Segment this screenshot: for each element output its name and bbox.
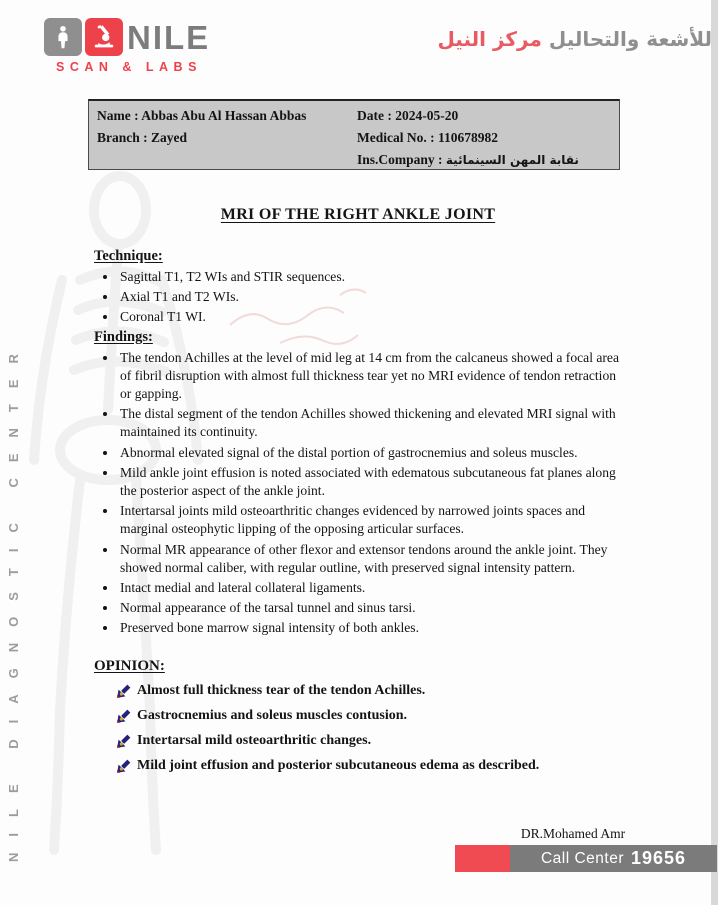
- ins-company-label: Ins.Company :: [357, 152, 443, 167]
- opinion-item: [116, 731, 628, 755]
- finding-item: • Abnormal elevated signal of the distal portion of gastrocnemius and soleus muscles.: [118, 444, 628, 462]
- finding-item: • Preserved bone marrow signal intensity of both ankles.: [118, 619, 628, 637]
- arrow-bullet-icon: [116, 709, 131, 730]
- findings-list: [88, 349, 628, 638]
- call-bar-gray-block: [510, 845, 717, 872]
- call-center-number: 19656: [630, 848, 687, 868]
- ins-company-row: [357, 149, 611, 171]
- technique-heading: Technique:: [94, 248, 163, 264]
- date-label: Date :: [357, 108, 392, 123]
- finding-item: • The distal segment of the tendon Achilles showed thickening and elevated MRI signal with maintained its continuity.: [118, 405, 628, 441]
- report-body: [88, 198, 628, 781]
- technique-item: • Sagittal T1, T2 WIs and STIR sequences.: [118, 268, 628, 286]
- opinion-list: [88, 681, 628, 780]
- finding-item: • Normal appearance of the tarsal tunnel and sinus tarsi.: [118, 599, 628, 617]
- call-bar-red-block: [455, 845, 510, 872]
- arrow-bullet-icon: [116, 734, 131, 755]
- patient-info-box: [88, 99, 620, 170]
- finding-item: • The tendon Achilles at the level of mid leg at 14 cm from the calcaneus showed a focal area of fibril disruption with almost full thickness tear yet no MRI evidence of tendon retraction or gapping.: [118, 349, 628, 404]
- findings-heading: Findings:: [94, 328, 153, 345]
- call-center-bar: [455, 845, 717, 872]
- opinion-item-text: Intertarsal mild osteoarthritic changes.: [137, 732, 372, 748]
- finding-item: • Intact medial and lateral collateral ligaments.: [118, 579, 628, 597]
- page-edge-shadow: [711, 0, 718, 905]
- doctor-name: DR.Mohamed Amr: [520, 826, 626, 841]
- clinic-name-arabic: [437, 27, 712, 51]
- patient-name-label: Name :: [97, 108, 139, 123]
- report-title: MRI OF THE RIGHT ANKLE JOINT: [220, 206, 496, 223]
- finding-item: • Intertarsal joints mild osteoarthritic changes evidenced by narrowed joints spaces and marginal osteophytic lipping of the opposing articular surfaces.: [118, 502, 628, 538]
- technique-item: • Axial T1 and T2 WIs.: [118, 288, 628, 306]
- medical-no-row: [357, 127, 611, 149]
- opinion-item: [116, 706, 628, 730]
- clinic-name-arabic-gray: للأشعة والتحاليل: [548, 27, 712, 51]
- opinion-item: [116, 756, 628, 780]
- branch-value: Zayed: [151, 130, 188, 145]
- patient-name-row: [97, 105, 357, 127]
- opinion-item: [116, 681, 628, 705]
- technique-list: [88, 268, 628, 327]
- opinion-heading: OPINION:: [94, 657, 165, 674]
- ins-company-value: نقابة المهن السينمائية: [445, 153, 579, 167]
- clinic-logo: [44, 18, 210, 74]
- finding-item: • Normal MR appearance of other flexor and extensor tendons around the ankle joint. They showed normal caliber, with regular outline, with preserved signal intensity pattern.: [118, 541, 628, 577]
- call-center-label: Call Center: [540, 849, 624, 867]
- technique-item: • Coronal T1 WI.: [118, 308, 628, 326]
- opinion-item-text: Mild joint effusion and posterior subcutaneous edema as described.: [137, 757, 540, 773]
- date-row: [357, 105, 611, 127]
- arrow-bullet-icon: [116, 759, 131, 780]
- date-value: 2024-05-20: [395, 108, 459, 123]
- brand-name: NILE: [127, 18, 211, 56]
- body-scan-icon: [44, 18, 82, 56]
- finding-item: • Mild ankle joint effusion is noted associated with edematous subcutaneous fat planes along the posterior aspect of the ankle joint.: [118, 464, 628, 500]
- opinion-item-text: Almost full thickness tear of the tendon Achilles.: [137, 682, 426, 698]
- branch-label: Branch :: [97, 130, 148, 145]
- microscope-icon: [85, 18, 123, 56]
- report-footer: [455, 826, 717, 872]
- opinion-item-text: Gastrocnemius and soleus muscles contusion.: [137, 707, 408, 723]
- branch-row: [97, 127, 357, 149]
- arrow-bullet-icon: [116, 684, 131, 705]
- patient-name-value: Abbas Abu Al Hassan Abbas: [141, 108, 307, 123]
- side-rail-text: NILE DIAGNOSTIC CENTER: [6, 338, 21, 862]
- medical-no-value: 110678982: [437, 130, 498, 145]
- clinic-name-arabic-red: مركز النيل: [437, 27, 542, 51]
- medical-no-label: Medical No. :: [357, 130, 435, 145]
- brand-tagline: SCAN & LABS: [56, 60, 202, 74]
